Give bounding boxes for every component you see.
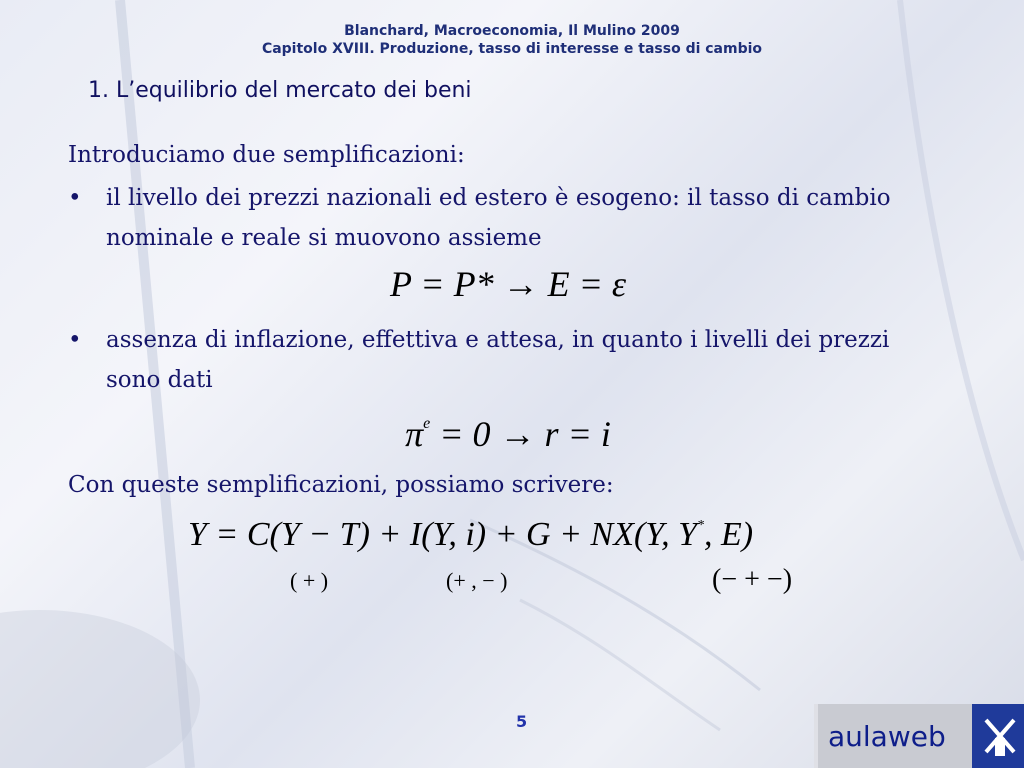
equation-pi: π: [405, 414, 424, 454]
equation-inflation: [68, 402, 948, 456]
equation-rhs: , E): [704, 516, 754, 553]
logo-text: aulaweb: [828, 720, 946, 753]
bullet-text-2: assenza di inflazione, effettiva e attesa, in quanto i livelli dei prezzi sono dati: [106, 327, 890, 393]
equation-rest: = 0 → r = i: [430, 414, 611, 454]
equation-exchange-rate: P = P* → E = ε: [389, 264, 627, 304]
bullet-item-1: [68, 178, 948, 258]
equation-star: *: [697, 518, 704, 533]
slide-content: [68, 138, 948, 502]
windmill-icon: [972, 704, 1024, 768]
section-title: 1. L’equilibrio del mercato dei beni: [88, 78, 472, 103]
header-line-2: Capitolo XVIII. Produzione, tasso di interesse e tasso di cambio: [261, 41, 763, 57]
equation-lhs: Y = C(Y − T) + I(Y, i) + G + NX(Y, Y: [188, 516, 697, 553]
equation-goods-market: [188, 516, 753, 554]
conclusion-text: Con queste semplificazioni, possiamo scrivere:: [68, 472, 614, 498]
equation-superscript-e: e: [423, 415, 431, 432]
aulaweb-logo[interactable]: [814, 704, 1024, 768]
sign-consumption: ( + ): [290, 568, 329, 593]
bullet-text-1: il livello dei prezzi nazionali ed estero è esogeno: il tasso di cambio nominale e reale si muovono assieme: [106, 185, 891, 251]
slide-header: [0, 22, 1024, 58]
sign-net-exports: (− + −): [712, 564, 793, 595]
page-number: 5: [516, 712, 528, 731]
intro-text: Introduciamo due semplificazioni:: [68, 142, 465, 168]
bullet-item-2: [68, 320, 948, 400]
bullet-symbol: •: [68, 327, 82, 353]
header-line-1: Blanchard, Macroeconomia, Il Mulino 2009: [344, 23, 680, 39]
bullet-symbol: •: [68, 185, 82, 211]
sign-investment: (+ , − ): [446, 568, 508, 593]
